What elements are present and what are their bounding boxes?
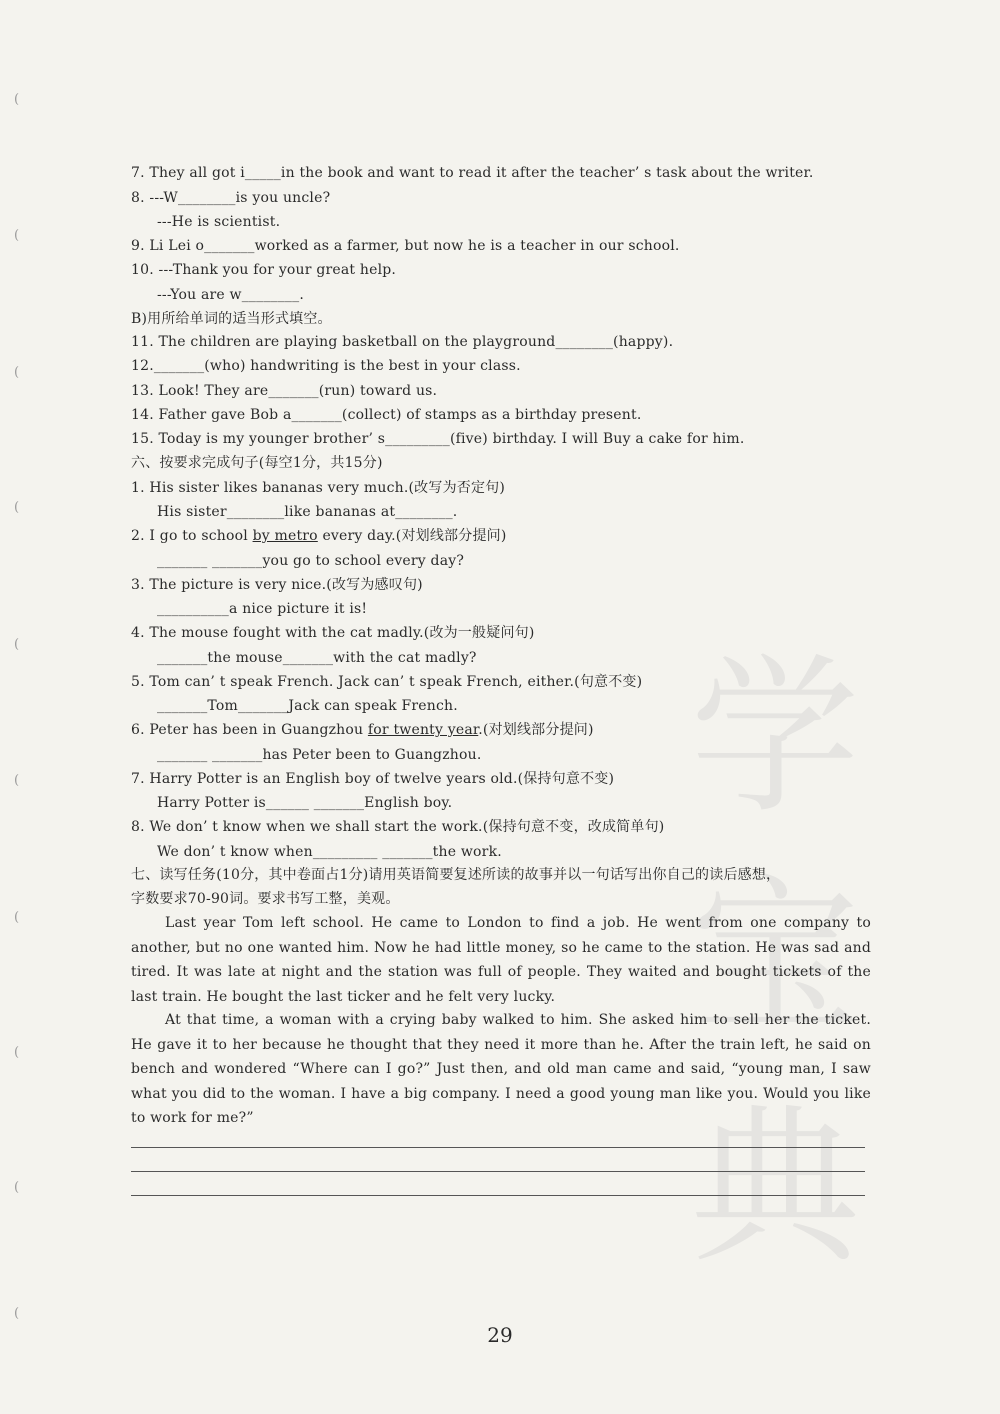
margin-mark: ( (14, 773, 20, 788)
section-7-heading-line-2: 字数要求70-90词。要求书写工整，美观。 (131, 891, 400, 907)
sentence-5-prompt: 5. Tom can’ t speak French. Jack can’ t speak French, either.(句意不变) (131, 674, 643, 690)
sentence-7-answer: Harry Potter is______ _______English boy. (157, 795, 453, 811)
margin-mark: ( (14, 365, 20, 380)
margin-mark: ( (14, 1306, 20, 1321)
question-15: 15. Today is my younger brother’ s_________(five) birthday. I will Buy a cake for him. (131, 431, 745, 447)
question-9: 9. Li Lei o_______worked as a farmer, but now he is a teacher in our school. (131, 238, 680, 254)
question-7: 7. They all got i_____in the book and want to read it after the teacher’ s task about the writer. (131, 165, 814, 181)
sentence-3-prompt: 3. The picture is very nice.(改写为感叹句) (131, 577, 423, 593)
question-13: 13. Look! They are_______(run) toward us. (131, 383, 438, 399)
sentence-8-prompt: 8. We don’ t know when we shall start the work.(保持句意不变，改成简单句) (131, 819, 665, 835)
question-14: 14. Father gave Bob a_______(collect) of stamps as a birthday present. (131, 407, 642, 423)
watermark-glyph: 宝 (690, 859, 861, 1057)
margin-mark: ( (14, 910, 20, 925)
underlined-phrase: for twenty year (367, 722, 479, 738)
page-number: 29 (487, 1323, 513, 1347)
story-paragraph-1: Last year Tom left school. He came to London to find a job. He went from one company to another, but no one wanted him. Now he had little money, so he came to the station. He was sad and tired. It was late at night and the station was full of people. They waited and bought tickets of the last train. He bought the last ticker and he felt very lucky. (131, 915, 871, 1005)
question-10-line-2: ---You are w________. (157, 287, 304, 303)
sentence-1-answer: His sister________like bananas at________. (157, 504, 458, 520)
sentence-6-prompt: 6. Peter has been in Guangzhou for twenty year.(对划线部分提问) (131, 722, 594, 738)
underlined-phrase: by metro (252, 528, 318, 544)
question-10-line-1: 10. ---Thank you for your great help. (131, 262, 397, 278)
section-7-heading-line-1: 七、读写任务(10分，其中卷面占1分)请用英语简要复述所读的故事并以一句话写出你自己的读后感想， (131, 867, 781, 883)
sentence-8-answer: We don’ t know when_________ _______the work. (157, 844, 502, 860)
watermark-glyph: 典 (690, 1089, 861, 1287)
margin-mark: ( (14, 1045, 20, 1060)
sentence-3-answer: __________a nice picture it is! (157, 601, 368, 617)
section-6-heading: 六、按要求完成句子(每空1分，共15分) (131, 455, 383, 471)
writing-line (131, 1171, 865, 1172)
margin-mark: ( (14, 1180, 20, 1195)
margin-mark: ( (14, 637, 20, 652)
margin-mark: ( (14, 228, 20, 243)
sentence-4-answer: _______the mouse_______with the cat madly? (157, 650, 477, 666)
margin-mark: ( (14, 92, 20, 107)
sentence-7-prompt: 7. Harry Potter is an English boy of twelve years old.(保持句意不变) (131, 771, 615, 787)
writing-line (131, 1195, 865, 1196)
sentence-2-answer: _______ _______you go to school every day? (157, 553, 465, 569)
watermark-glyph: 学 (690, 639, 861, 837)
sentence-1-prompt: 1. His sister likes bananas very much.(改写为否定句) (131, 480, 506, 496)
question-8-line-2: ---He is scientist. (157, 214, 281, 230)
section-b-heading: B)用所给单词的适当形式填空。 (131, 311, 332, 327)
question-8-line-1: 8. ---W________is you uncle? (131, 190, 331, 206)
question-12: 12._______(who) handwriting is the best in your class. (131, 358, 521, 374)
margin-mark: ( (14, 500, 20, 515)
question-11: 11. The children are playing basketball on the playground________(happy). (131, 334, 674, 350)
sentence-4-prompt: 4. The mouse fought with the cat madly.(改为一般疑问句) (131, 625, 535, 641)
story-paragraph-2: At that time, a woman with a crying baby walked to him. She asked him to sell her the ticket. He gave it to her because he thought that they need it more than he. After the train left, he said on bench and wondered “Where can I go?” Just then, and old man came and said, “young man, I saw what you did to the woman. I have a big company. I need a good young man like you. Would you like to work for me?” (131, 1012, 871, 1126)
writing-line (131, 1147, 865, 1148)
sentence-5-answer: _______Tom_______Jack can speak French. (157, 698, 458, 714)
sentence-2-prompt: 2. I go to school by metro every day.(对划线部分提问) (131, 528, 507, 544)
sentence-6-answer: _______ _______has Peter been to Guangzhou. (157, 747, 482, 763)
